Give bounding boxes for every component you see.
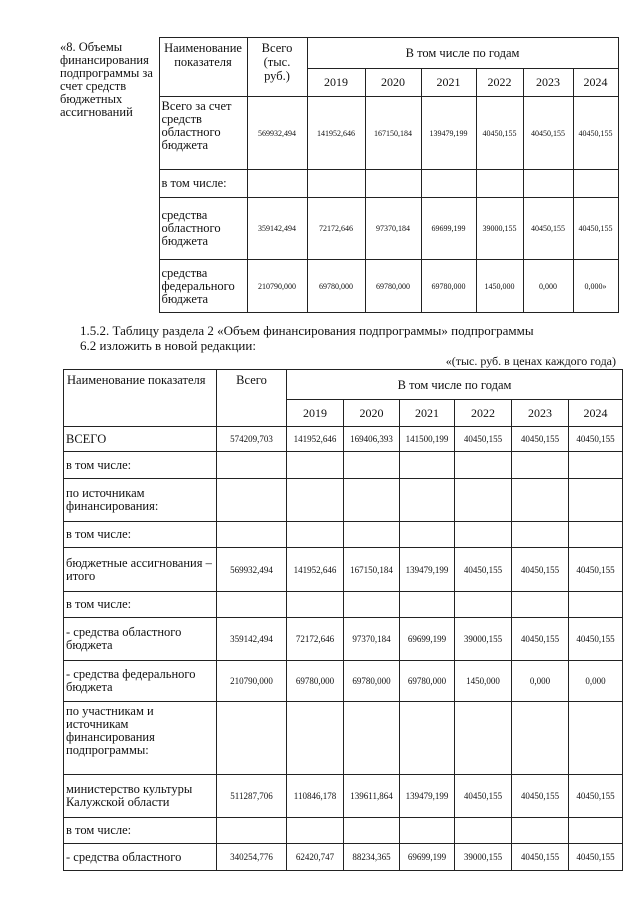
year-header: 2022 [476, 69, 523, 97]
row-label: в том числе: [64, 818, 217, 844]
cell-value: 1450,000 [476, 260, 523, 313]
cell-value: 69699,199 [400, 618, 455, 661]
cell-value: 39000,155 [455, 618, 512, 661]
col-header-name: Наименование показателя [159, 38, 247, 97]
cell-value: 0,000 [569, 661, 623, 702]
cell-value: 139479,199 [421, 97, 476, 170]
table-row [64, 479, 623, 522]
cell-value: 97370,184 [365, 198, 421, 260]
cell-value: 40450,155 [455, 427, 512, 452]
row-label: министерство культуры Калужской области [64, 775, 217, 818]
cell-value: 39000,155 [455, 844, 512, 871]
row-label: в том числе: [64, 592, 217, 618]
section-label: «8. Объемы финансирования подпрограммы за счет средств бюджетных ассигнований [58, 38, 159, 314]
table-row [64, 775, 623, 818]
year-header: 2019 [307, 69, 365, 97]
amendment-paragraph-line-1: 1.5.2. Таблицу раздела 2 «Объем финансирования подпрограммы» подпрограммы [80, 323, 534, 338]
cell-value: 72172,646 [307, 198, 365, 260]
cell-value: 40450,155 [512, 844, 569, 871]
cell-value: 62420,747 [287, 844, 344, 871]
year-header: 2019 [287, 400, 344, 427]
cell-value: 141952,646 [287, 548, 344, 592]
cell-value: 141500,199 [400, 427, 455, 452]
col-header-total: Всего [217, 370, 287, 427]
year-header: 2024 [569, 400, 623, 427]
table-row [64, 592, 623, 618]
row-label: по источникам финансирования: [64, 479, 217, 522]
year-header: 2020 [365, 69, 421, 97]
cell-value: 40450,155 [455, 548, 512, 592]
cell-value: 169406,393 [344, 427, 400, 452]
cell-value: 69780,000 [287, 661, 344, 702]
row-total: 359142,494 [247, 198, 307, 260]
table-row [64, 702, 623, 775]
cell-value: 40450,155 [573, 97, 618, 170]
cell-value: 40450,155 [512, 775, 569, 818]
row-label: средства федерального бюджета [159, 260, 247, 313]
year-header: 2022 [455, 400, 512, 427]
row-total: 574209,703 [217, 427, 287, 452]
cell-value: 40450,155 [569, 775, 623, 818]
table-row [64, 522, 623, 548]
cell-value: 39000,155 [476, 198, 523, 260]
year-header: 2020 [344, 400, 400, 427]
cell-value: 40450,155 [512, 618, 569, 661]
col-header-years: В том числе по годам [307, 38, 618, 69]
table-row [64, 548, 623, 592]
cell-value: 139611,864 [344, 775, 400, 818]
cell-value: 40450,155 [523, 198, 573, 260]
cell-value: 1450,000 [455, 661, 512, 702]
cell-value: 167150,184 [365, 97, 421, 170]
amendment-paragraph-line-2: 6.2 изложить в новой редакции: [80, 338, 256, 353]
row-label: в том числе: [159, 170, 247, 198]
cell-value: 40450,155 [512, 427, 569, 452]
cell-value: 69780,000 [344, 661, 400, 702]
row-label: Всего за счет средств областного бюджета [159, 97, 247, 170]
cell-value: 0,000 [512, 661, 569, 702]
cell-value: 69780,000 [421, 260, 476, 313]
cell-value: 141952,646 [287, 427, 344, 452]
cell-value: 40450,155 [569, 427, 623, 452]
row-total: 569932,494 [247, 97, 307, 170]
row-label: - средства федерального бюджета [64, 661, 217, 702]
cell-value: 40450,155 [569, 844, 623, 871]
cell-value: 69780,000 [307, 260, 365, 313]
cell-value: 40450,155 [476, 97, 523, 170]
row-label: - средства областного [64, 844, 217, 871]
table-row [64, 844, 623, 871]
row-total: 210790,000 [247, 260, 307, 313]
table-row [64, 452, 623, 479]
cell-value: 88234,365 [344, 844, 400, 871]
col-header-years: В том числе по годам [287, 370, 623, 400]
cell-value: 0,000 [523, 260, 573, 313]
cell-value: 139479,199 [400, 548, 455, 592]
cell-value: 72172,646 [287, 618, 344, 661]
row-label: бюджетные ассигнования – итого [64, 548, 217, 592]
cell-value: 40450,155 [455, 775, 512, 818]
cell-value: 110846,178 [287, 775, 344, 818]
col-header-name: Наименование показателя [64, 370, 217, 427]
cell-value: 167150,184 [344, 548, 400, 592]
subprogram-financing-table [58, 37, 619, 313]
table-row [64, 661, 623, 702]
cell-value: 69699,199 [421, 198, 476, 260]
cell-value: 139479,199 [400, 775, 455, 818]
cell-value: 40450,155 [573, 198, 618, 260]
year-header: 2023 [512, 400, 569, 427]
table-row [64, 818, 623, 844]
row-label: в том числе: [64, 522, 217, 548]
cell-value: 69780,000 [400, 661, 455, 702]
row-label: по участникам и источникам финансирования подпрограммы: [64, 702, 217, 775]
table-row [64, 618, 623, 661]
row-total: 210790,000 [217, 661, 287, 702]
row-label: - средства областного бюджета [64, 618, 217, 661]
cell-value: 40450,155 [523, 97, 573, 170]
row-total: 340254,776 [217, 844, 287, 871]
cell-value: 0,000» [573, 260, 618, 313]
col-header-total: Всего (тыс. руб.) [247, 38, 307, 97]
year-header: 2023 [523, 69, 573, 97]
cell-value: 69780,000 [365, 260, 421, 313]
cell-value: 40450,155 [569, 548, 623, 592]
year-header: 2021 [421, 69, 476, 97]
year-header: 2021 [400, 400, 455, 427]
cell-value: 40450,155 [569, 618, 623, 661]
row-label: в том числе: [64, 452, 217, 479]
table-row [64, 427, 623, 452]
cell-value: 141952,646 [307, 97, 365, 170]
row-label: ВСЕГО [64, 427, 217, 452]
subprogram-volume-table [63, 369, 623, 871]
cell-value: 40450,155 [512, 548, 569, 592]
row-label: средства областного бюджета [159, 198, 247, 260]
row-total: 569932,494 [217, 548, 287, 592]
unit-note: «(тыс. руб. в ценах каждого года) [445, 354, 616, 368]
row-total: 511287,706 [217, 775, 287, 818]
year-header: 2024 [573, 69, 618, 97]
cell-value: 97370,184 [344, 618, 400, 661]
cell-value: 69699,199 [400, 844, 455, 871]
row-total: 359142,494 [217, 618, 287, 661]
